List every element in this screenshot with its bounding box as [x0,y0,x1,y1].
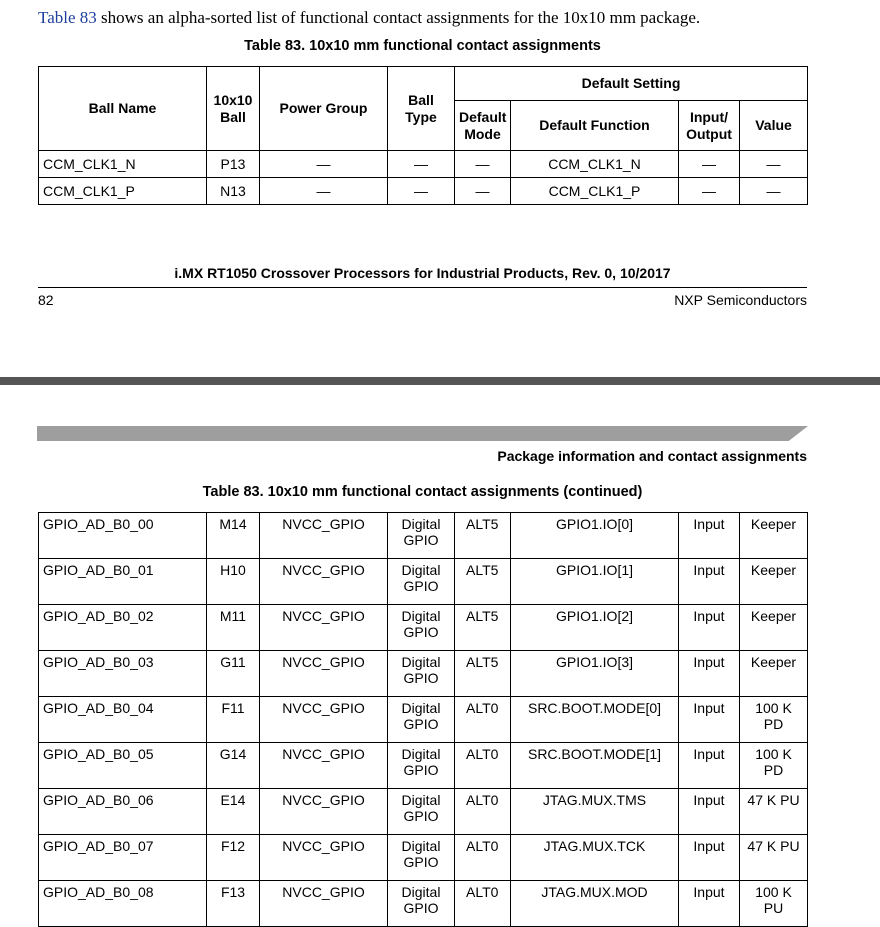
table-cell: Input [679,881,740,927]
table-cell: — [388,151,455,178]
table-cell: JTAG.MUX.MOD [511,881,679,927]
table-cell: NVCC_GPIO [260,835,388,881]
table-cell: ALT5 [455,513,511,559]
table-cell: ALT5 [455,559,511,605]
table-cell: P13 [207,151,260,178]
table-row [39,605,808,651]
table-cell: Keeper [740,651,808,697]
table-cell: CCM_CLK1_N [511,151,679,178]
table-cell: GPIO_AD_B0_06 [39,789,207,835]
table-cell: Digital GPIO [388,743,455,789]
table-cell: GPIO_AD_B0_08 [39,881,207,927]
table-cell: GPIO1.IO[0] [511,513,679,559]
table-cell: — [679,151,740,178]
table-cell: CCM_CLK1_P [511,178,679,205]
table-cell: G14 [207,743,260,789]
table-cell: GPIO_AD_B0_02 [39,605,207,651]
table-row [39,743,808,789]
table-cell: ALT5 [455,605,511,651]
table-cell: 47 K PU [740,789,808,835]
table-cell: GPIO_AD_B0_05 [39,743,207,789]
table-cell: 100 K PD [740,697,808,743]
table-caption-continued: Table 83. 10x10 mm functional contact assignments (continued) [202,484,643,500]
page-number: 82 [38,292,54,308]
table-cell: Digital GPIO [388,559,455,605]
table-cell: F13 [207,881,260,927]
table-cell: NVCC_GPIO [260,605,388,651]
table-cell: Input [679,651,740,697]
table-cell: ALT0 [455,697,511,743]
table-cell: Digital GPIO [388,513,455,559]
table-cell: — [740,151,808,178]
table-cell: Input [679,513,740,559]
table-row [39,651,808,697]
table-cell: SRC.BOOT.MODE[0] [511,697,679,743]
table-row [39,559,808,605]
table-cell: M11 [207,605,260,651]
table-cell: ALT5 [455,651,511,697]
table-cell: GPIO_AD_B0_07 [39,835,207,881]
table-cell: — [455,151,511,178]
table-cell: — [455,178,511,205]
header-10x10-ball: 10x10 Ball [207,67,260,151]
table-cell: F12 [207,835,260,881]
table-row [39,697,808,743]
table-cell: NVCC_GPIO [260,789,388,835]
table-cell: — [388,178,455,205]
table-cell: NVCC_GPIO [260,697,388,743]
table-reference-link[interactable]: Table 83 [38,8,97,27]
table-cell: Input [679,789,740,835]
table-cell: GPIO1.IO[3] [511,651,679,697]
header-default-mode: Default Mode [455,101,511,151]
contact-table-page2 [38,512,808,927]
table-cell: — [260,178,388,205]
table-cell: 47 K PU [740,835,808,881]
table-cell: Digital GPIO [388,789,455,835]
table-cell: ALT0 [455,835,511,881]
table-row [39,789,808,835]
header-default-setting: Default Setting [455,67,808,101]
table-cell: ALT0 [455,743,511,789]
header-power-group: Power Group [260,67,388,151]
table-caption: Table 83. 10x10 mm functional contact assignments [244,38,601,54]
table-cell: JTAG.MUX.TCK [511,835,679,881]
footer-document-title: i.MX RT1050 Crossover Processors for Industrial Products, Rev. 0, 10/2017 [174,265,671,281]
table-cell: Input [679,697,740,743]
table-cell: ALT0 [455,881,511,927]
table-cell: M14 [207,513,260,559]
contact-table-page1 [38,66,808,205]
table-cell: CCM_CLK1_N [39,151,207,178]
header-default-function: Default Function [511,101,679,151]
table-cell: Keeper [740,559,808,605]
header-ball-type: Ball Type [388,67,455,151]
table-cell: H10 [207,559,260,605]
footer-divider [38,287,807,288]
table-cell: Keeper [740,605,808,651]
table-cell: 100 K PU [740,881,808,927]
table-cell: F11 [207,697,260,743]
table-cell: Digital GPIO [388,651,455,697]
table-cell: NVCC_GPIO [260,559,388,605]
table-cell: E14 [207,789,260,835]
table-cell: Digital GPIO [388,605,455,651]
table-cell: JTAG.MUX.TMS [511,789,679,835]
table-cell: NVCC_GPIO [260,743,388,789]
table-row [39,513,808,559]
table-cell: N13 [207,178,260,205]
table-cell: GPIO1.IO[2] [511,605,679,651]
table-row [39,835,808,881]
table-cell: NVCC_GPIO [260,513,388,559]
table-cell: ALT0 [455,789,511,835]
header-ball-name: Ball Name [39,67,207,151]
table-cell: Input [679,743,740,789]
intro-text: shows an alpha-sorted list of functional contact assignments for the 10x10 mm package. [96,8,701,27]
table-cell: Input [679,559,740,605]
table-cell: CCM_CLK1_P [39,178,207,205]
table-cell: — [679,178,740,205]
table-cell: 100 K PD [740,743,808,789]
table-cell: GPIO_AD_B0_03 [39,651,207,697]
table-row [39,151,808,178]
intro-paragraph [38,8,700,28]
table-cell: NVCC_GPIO [260,881,388,927]
company-name: NXP Semiconductors [674,292,807,308]
table-cell: — [260,151,388,178]
table-cell: GPIO_AD_B0_01 [39,559,207,605]
section-header-title: Package information and contact assignments [497,448,807,464]
table-cell: Input [679,605,740,651]
page-separator [0,377,880,385]
table-cell: Digital GPIO [388,835,455,881]
table-cell: Keeper [740,513,808,559]
table-cell: Digital GPIO [388,697,455,743]
table-row [39,881,808,927]
table-cell: Digital GPIO [388,881,455,927]
page-header-band [37,426,808,441]
table-cell: SRC.BOOT.MODE[1] [511,743,679,789]
table-cell: GPIO1.IO[1] [511,559,679,605]
table-cell: NVCC_GPIO [260,651,388,697]
table-cell: GPIO_AD_B0_04 [39,697,207,743]
table-cell: GPIO_AD_B0_00 [39,513,207,559]
table-row [39,178,808,205]
header-input-output: Input/ Output [679,101,740,151]
header-value: Value [740,101,808,151]
table-cell: Input [679,835,740,881]
table-cell: G11 [207,651,260,697]
table-cell: — [740,178,808,205]
